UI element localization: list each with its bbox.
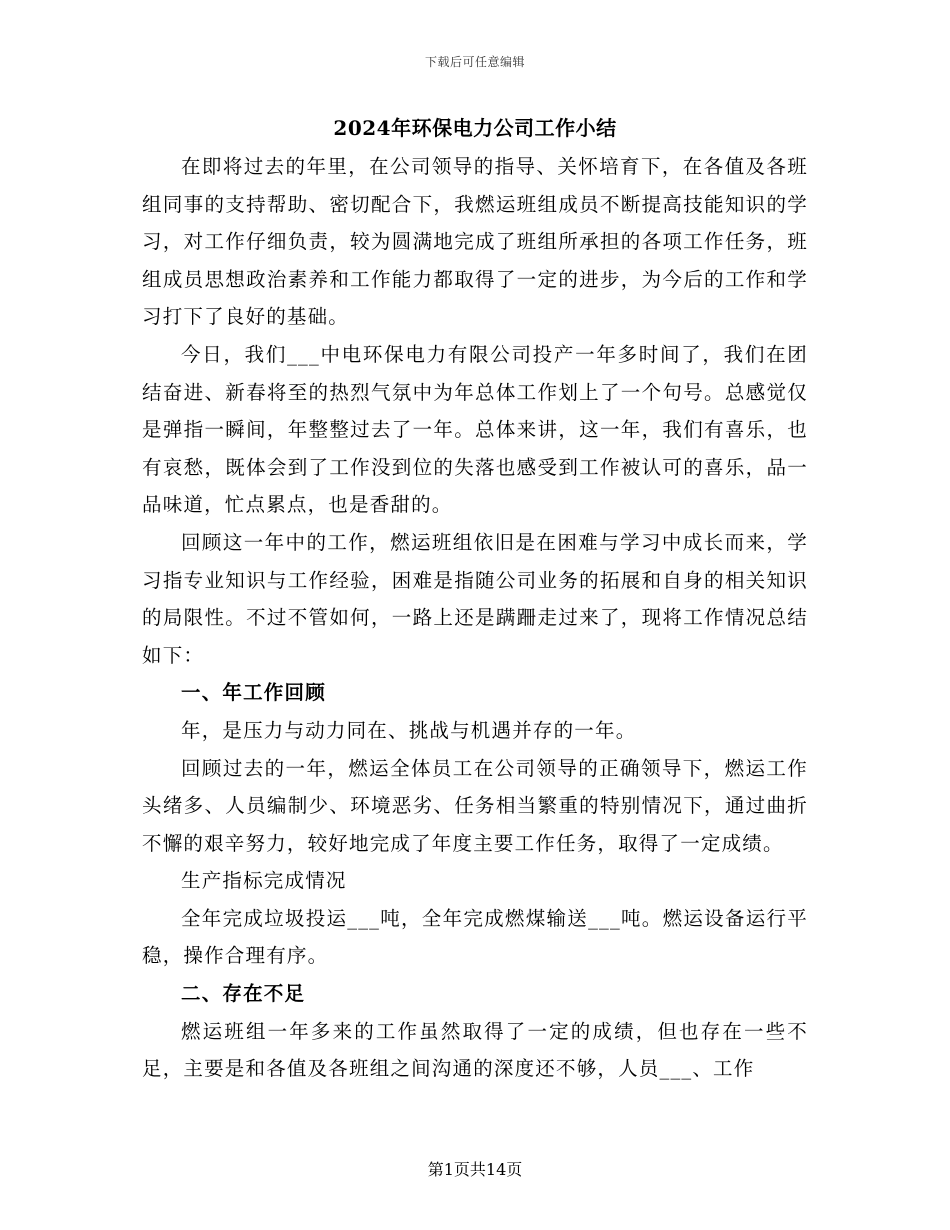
paragraph-review: 回顾这一年中的工作，燃运班组依旧是在困难与学习中成长而来，学习指专业知识与工作经验，困难是指随公司业务的拓展和自身的相关知识的局限性。不过不管如何，一路上还是蹒跚走过来了，现将工作情况总结如下： bbox=[142, 530, 808, 667]
header-note: 下载后可任意编辑 bbox=[424, 55, 525, 69]
paragraph-overview: 今日，我们___中电环保电力有限公司投产一年多时间了，我们在团结奋进、新春将至的热烈气氛中为年总体工作划上了一个句号。总感觉仅是弹指一瞬间，年整整过去了一年。总体来讲，这一年，我们有喜乐，也有哀愁，既体会到了工作没到位的失落也感受到工作被认可的喜乐，品一品味道，忙点累点，也是香甜的。 bbox=[142, 342, 808, 517]
paragraph-intro: 在即将过去的年里，在公司领导的指导、关怀培育下，在各值及各班组同事的支持帮助、密切配合下，我燃运班组成员不断提高技能知识的学习，对工作仔细负责，较为圆满地完成了班组所承担的各项工作任务，班组成员思想政治素养和工作能力都取得了一定的进步，为今后的工作和学习打下了良好的基础。 bbox=[142, 155, 808, 329]
document-body bbox=[142, 148, 808, 1088]
paragraph-shortcomings: 燃运班组一年多来的工作虽然取得了一定的成绩，但也存在一些不足，主要是和各值及各班组之间沟通的深度还不够，人员___、工作 bbox=[142, 1019, 808, 1081]
document-title: 2024年环保电力公司工作小结 bbox=[333, 116, 617, 140]
subheading-production: 生产指标完成情况 bbox=[181, 869, 347, 893]
page-footer: 第1页共14页 bbox=[427, 1160, 523, 1179]
paragraph-year-summary: 年，是压力与动力同在、挑战与机遇并存的一年。 bbox=[181, 718, 637, 742]
section-heading-shortcomings: 二、存在不足 bbox=[181, 982, 306, 1006]
paragraph-production: 全年完成垃圾投运___吨，全年完成燃煤输送___吨。燃运设备运行平稳，操作合理有序。 bbox=[142, 906, 808, 968]
paragraph-achievements: 回顾过去的一年，燃运全体员工在公司领导的正确领导下，燃运工作头绪多、人员编制少、环境恶劣、任务相当繁重的特别情况下，通过曲折不懈的艰辛努力，较好地完成了年度主要工作任务，取得了一定成绩。 bbox=[142, 756, 808, 855]
section-heading-review: 一、年工作回顾 bbox=[181, 681, 326, 705]
